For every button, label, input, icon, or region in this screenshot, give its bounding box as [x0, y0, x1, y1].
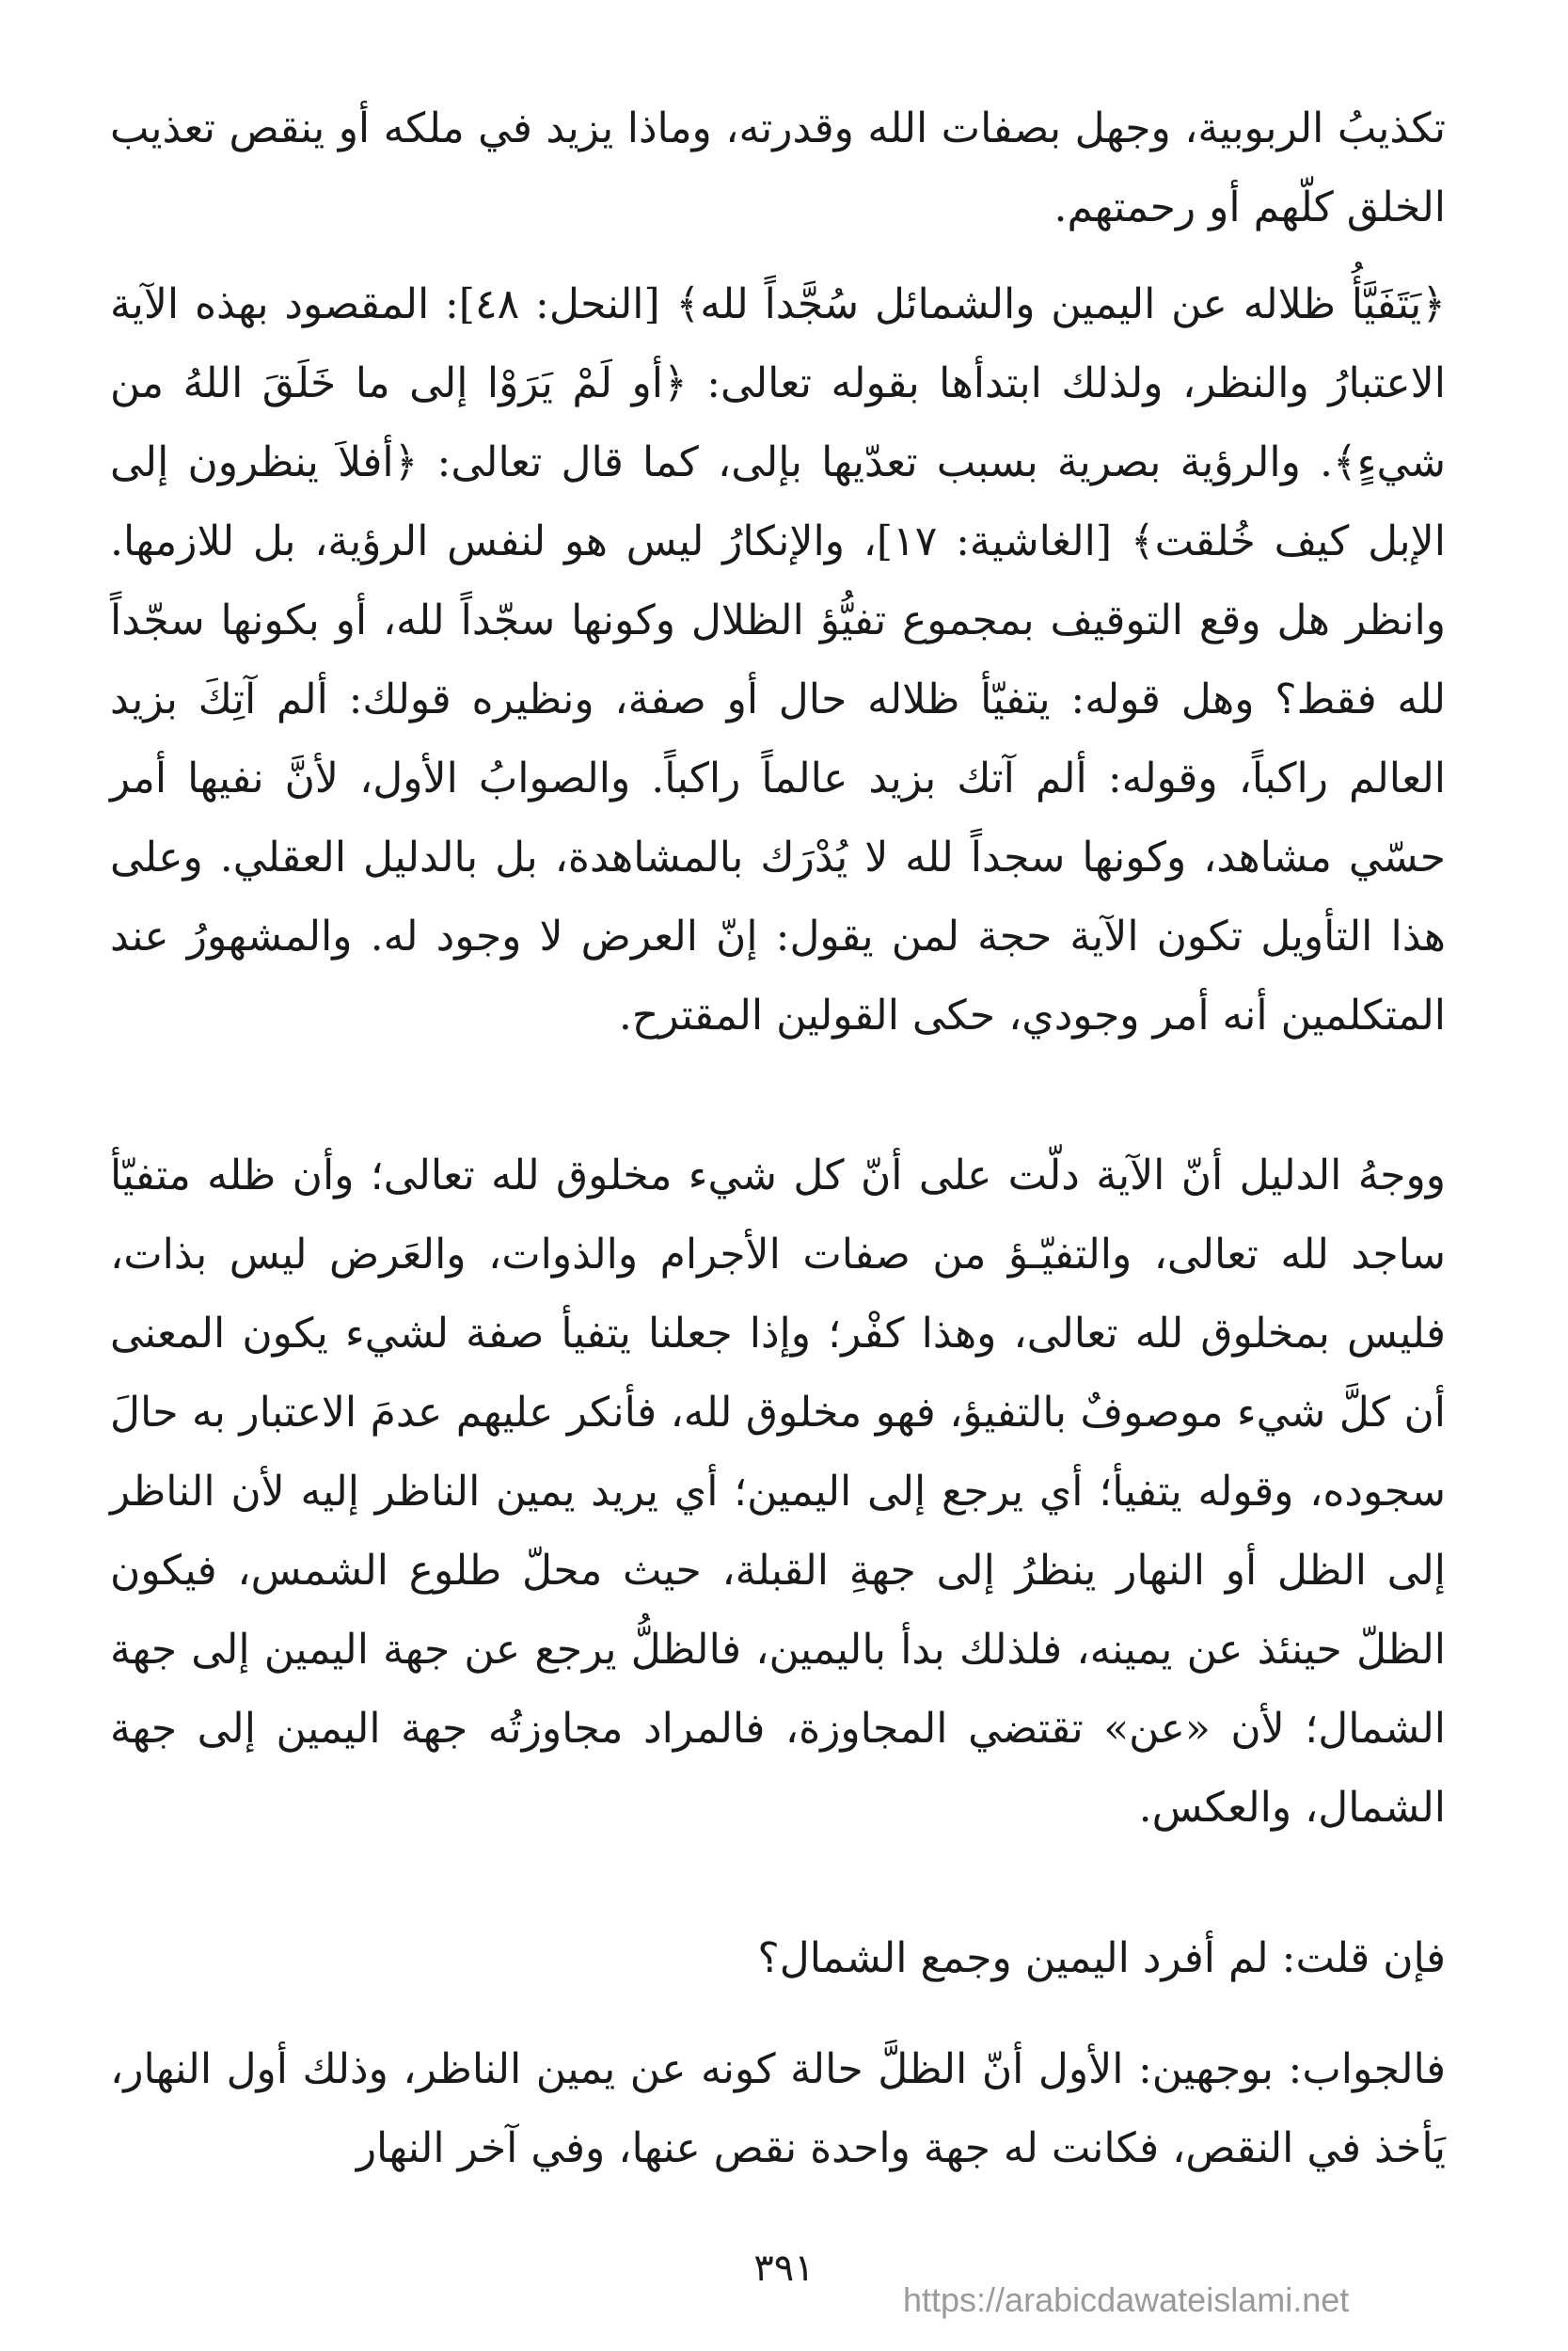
paragraph-answer	[110, 2030, 1446, 2188]
paragraph-question	[110, 1919, 1446, 1998]
paragraph-text: ووجهُ الدليل أنّ الآية دلّت على أنّ كل شيء مخلوق لله تعالى؛ وأن ظله متفيّأ ساجد لله تعالى، والتفيّـؤ من صفات الأجرام والذوات، والعَرض ليس بذات، فليس بمخلوق لله تعالى، وهذا كفْر؛ وإذا جعلنا يتفيأ صفة لشيء يكون المعنى أن كلَّ شيء موصوفٌ بالتفيؤ، فهو مخلوق لله، فأنكر عليهم عدمَ الاعتبار به حالَ سجوده، وقوله يتفيأ؛ أي يرجع إلى اليمين؛ أي يريد يمين الناظر إليه لأن الناظر إلى الظل أو النهار ينظرُ إلى جهةِ القبلة، حيث محلّ طلوع الشمس، فيكون الظلّ حينئذ عن يمينه، فلذلك بدأ باليمين، فالظلُّ يرجع عن جهة اليمين إلى جهة الشمال؛ لأن «عن» تقتضي المجاوزة، فالمراد مجاوزتُه جهة اليمين إلى جهة الشمال، والعكس.	[110, 1152, 1446, 1832]
paragraph-verse-commentary	[110, 265, 1446, 1056]
paragraph-text: تكذيبُ الربوبية، وجهل بصفات الله وقدرته، وماذا يزيد في ملكه أو ينقص تعذيب الخلق كلّهم أو رحمتهم.	[110, 104, 1446, 231]
paragraph-text: فإن قلت: لم أفرد اليمين وجمع الشمال؟	[757, 1934, 1446, 1982]
watermark-url: https://arabicdawateislami.net	[903, 2280, 1350, 2319]
paragraph-evidence	[110, 1136, 1446, 1848]
paragraph-continuation	[110, 89, 1446, 247]
page-number: ٣٩١	[753, 2247, 815, 2290]
paragraph-text: فالجواب: بوجهين: الأول أنّ الظلَّ حالة كونه عن يمين الناظر، وذلك أول النهار، يَأخذ في النقص، فكانت له جهة واحدة نقص عنها، وفي آخر النهار	[110, 2045, 1446, 2172]
paragraph-text: ﴿يَتَفَيَّأُ ظلاله عن اليمين والشمائل سُجَّداً لله﴾ [النحل: ٤٨]: المقصود بهذه الآية الاعتبارُ والنظر، ولذلك ابتدأها بقوله تعالى: ﴿أو لَمْ يَرَوْا إلى ما خَلَقَ اللهُ من شيءٍ﴾. والرؤية بصرية بسبب تعدّيها بإلى، كما قال تعالى: ﴿أفلاَ ينظرون إلى الإبل كيف خُلقت﴾ [الغاشية: ١٧]، والإنكارُ ليس هو لنفس الرؤية، بل للازمها. وانظر هل وقع التوقيف بمجموع تفيُّؤ الظلال وكونها سجّداً لله، أو بكونها سجّداً لله فقط؟ وهل قوله: يتفيّأ ظلاله حال أو صفة، ونظيره قولك: ألم آتِكَ بزيد العالم راكباً، وقوله: ألم آتك بزيد عالماً راكباً. والصوابُ الأول، لأنَّ نفيها أمر حسّي مشاهد، وكونها سجداً لله لا يُدْرَك بالمشاهدة، بل بالدليل العقلي. وعلى هذا التأويل تكون الآية حجة لمن يقول: إنّ العرض لا وجود له. والمشهورُ عند المتكلمين أنه أمر وجودي، حكى القولين المقترح.	[110, 280, 1446, 1040]
